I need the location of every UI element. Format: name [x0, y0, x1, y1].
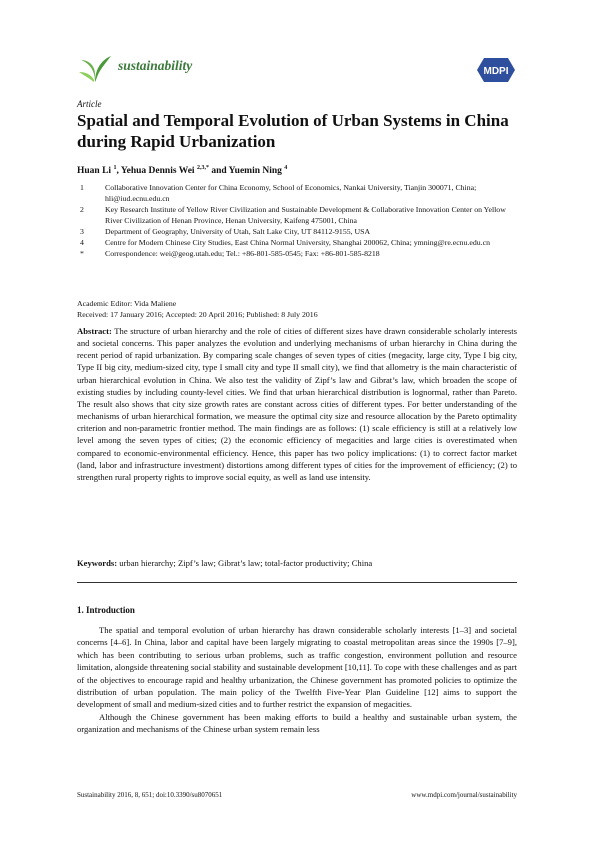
abstract	[77, 325, 517, 483]
journal-logo-icon	[77, 50, 113, 84]
footer-url[interactable]: www.mdpi.com/journal/sustainability	[411, 791, 517, 799]
introduction-body	[77, 624, 517, 736]
section-heading: 1. Introduction	[77, 605, 135, 615]
affiliation-text: Department of Geography, University of Utah, Salt Lake City, UT 84112-9155, USA	[105, 227, 371, 236]
correspondence	[77, 248, 517, 259]
affiliation-1	[77, 182, 517, 204]
mdpi-logo-text: MDPI	[483, 66, 509, 77]
journal-name[interactable]: sustainability	[118, 58, 193, 73]
affiliation-2	[77, 204, 517, 226]
affiliation-number: 1	[80, 183, 84, 192]
intro-paragraph-1: The spatial and temporal evolution of urban hierarchy has drawn considerable scholarly interests [1–3] and societal concerns [4–6]. In China, labor and capital have been largely migrating to coastal metropolitan areas since the 1990s [7–9], which has been contributing to serious urban problems, such as traffic congestion, environment pollution and resource limitation, alongside threatening social stability and sustainable development [10,11]. To cope with these challenges and as part of the objectives to encourage rapid and healthy urbanization, the Chinese government has promoted policies to optimize the distribution of urban population. The main policy of the Twelfth Five-Year Plan Guideline [12] aims to support the development of small and medium-sized cities and to further restrict the expansion of megacities.	[77, 625, 517, 710]
affiliation-text: Key Research Institute of Yellow River Civilization and Sustainable Development & Collaborative Innovation Center on Yellow River Civilization of Henan Province, Henan University, Kaifeng 475001, China	[105, 205, 506, 225]
divider	[77, 582, 517, 583]
affiliation-number: 3	[80, 227, 84, 236]
editorial-info	[77, 298, 517, 320]
affiliation-number: 4	[80, 238, 84, 247]
publication-dates: Received: 17 January 2016; Accepted: 20 April 2016; Published: 8 July 2016	[77, 310, 318, 319]
article-type: Article	[77, 99, 102, 109]
abstract-text: The structure of urban hierarchy and the role of cities of different sizes have drawn considerable scholarly interests and societal concerns. This paper analyzes the evolution and underlying mechanisms of urban hierarchy in China during the recent period of rapid urbanization. By comparing scale changes of seven types of cities (megacity, large city, Type I big city, Type II big city, medium-sized city, type I small city and type II small city), we find that allometry is the main characteristic of urban hierarchical evolution in China. We also test the validity of Zipf’s law and Gibrat’s law, which broaden the scope of existing studies by including county-level cities. We find that urban hierarchical distribution is lognormal, rather than Pareto. The result also shows that city size growth rates are constant across cities of different types. For better understanding of the mechanisms of urban hierarchical formation, we measure the optimal city size and resource allocation by the Pareto optimality criterion and non-parametric frontier method. The main findings are as follows: (1) scale efficiency is still at a relatively low level among the seven types of cities; (2) the economic efficiency of megacities and large cities is overestimated when compared to economic-environmental efficiency. Hence, this paper has two policy implications: (1) to correct factor market (land, labor and infrastructure investment) distortions among different types of cities for the improvement of efficiency; (2) to strengthen rural property rights to improve social equity, as well as land use intensity.	[77, 326, 517, 482]
affiliation-number: 2	[80, 205, 84, 214]
keywords	[77, 557, 517, 569]
intro-paragraph-2: Although the Chinese government has been making efforts to build a healthy and sustainable urban system, the organization and mechanisms of the Chinese urban system remain less	[77, 711, 517, 735]
keywords-text: urban hierarchy; Zipf’s law; Gibrat’s law; total-factor productivity; China	[119, 558, 373, 568]
mdpi-logo-icon	[476, 57, 516, 83]
affiliation-text[interactable]: Correspondence: wei@geog.utah.edu; Tel.: +86-801-585-0545; Fax: +86-801-585-8218	[105, 249, 380, 258]
academic-editor: Academic Editor: Vida Maliene	[77, 299, 177, 308]
keywords-label: Keywords:	[77, 558, 118, 568]
footer-citation: Sustainability 2016, 8, 651; doi:10.3390/su8070651	[77, 791, 223, 799]
author-list: Huan Li $^1$, Yehua Dennis Wei $^{2,3,*}$ and Yuemin Ning $^4$	[77, 165, 288, 177]
affiliation-number: *	[80, 249, 84, 258]
abstract-label: Abstract:	[77, 326, 112, 336]
affiliation-4	[77, 237, 517, 248]
affiliation-3	[77, 226, 517, 237]
affiliation-text: Collaborative Innovation Center for China Economy, School of Economics, Nankai University, Tianjin 300071, China; hli@iud.ecnu.edu.cn	[105, 183, 477, 203]
affiliation-text: Centre for Modern Chinese City Studies, East China Normal University, Shanghai 200062, China; ymning@re.ecnu.edu.cn	[105, 238, 490, 247]
affiliations	[77, 182, 517, 259]
paper-title: Spatial and Temporal Evolution of Urban Systems in China during Rapid Urbanization	[77, 111, 509, 151]
